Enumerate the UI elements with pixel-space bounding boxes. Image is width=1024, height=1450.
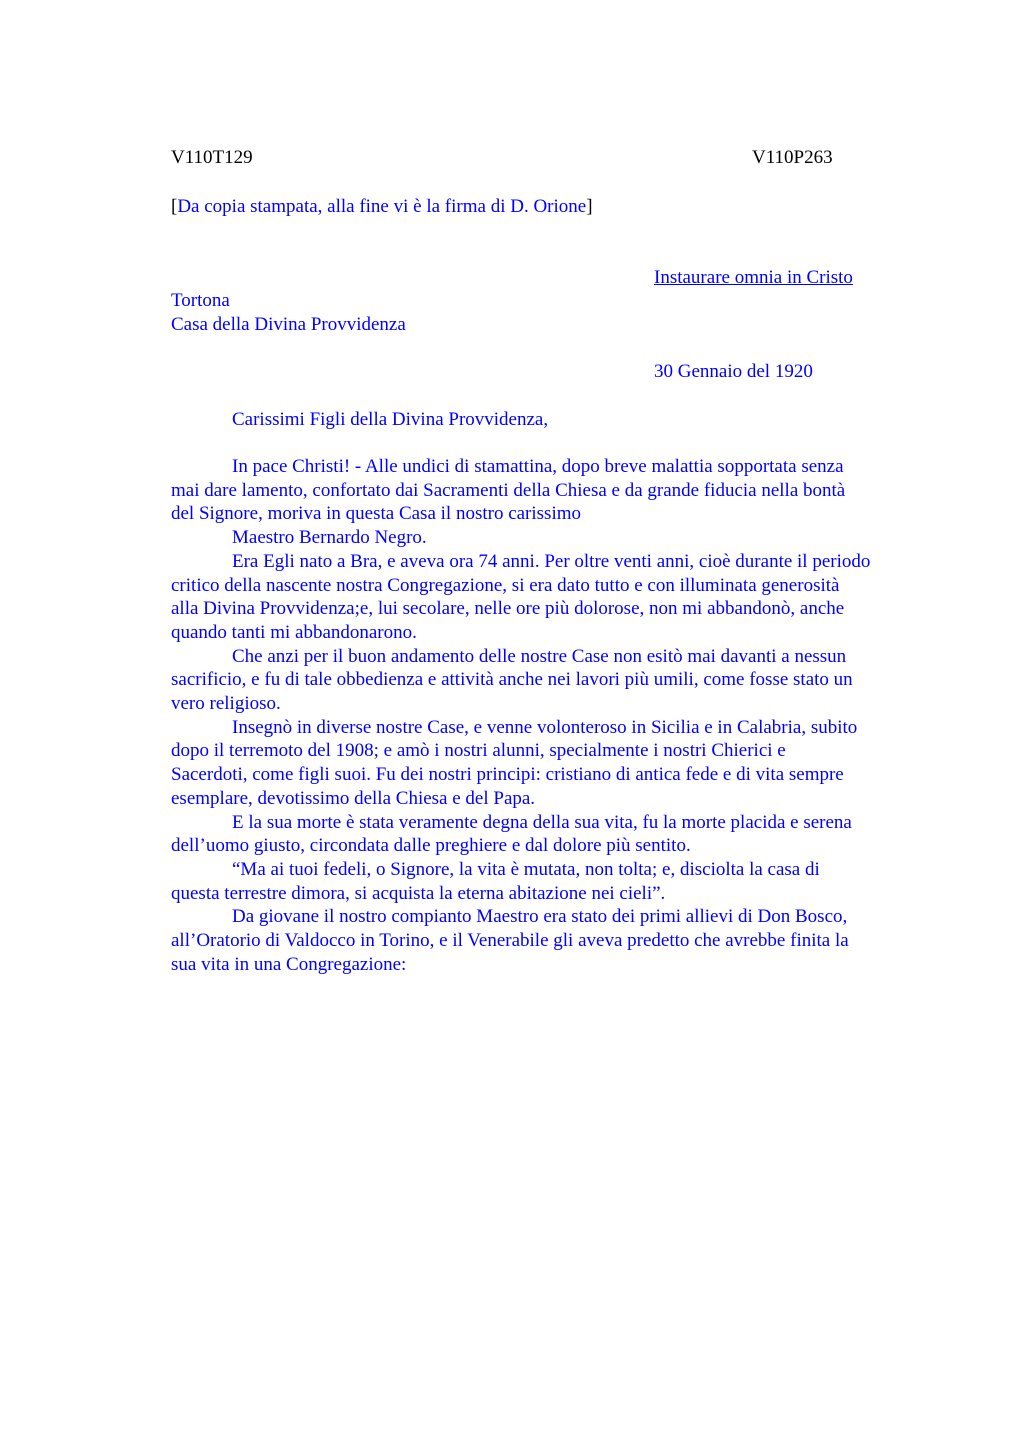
- salutation: Carissimi Figli della Divina Provvidenza,: [232, 409, 549, 430]
- paragraph-line: Sacerdoti, come figli suoi. Fu dei nostri principi: cristiano di antica fede e di vita sempre: [171, 764, 844, 786]
- paragraph-line: alla Divina Provvidenza;e, lui secolare, nelle ore più dolorose, non mi abbandonò, anche: [171, 598, 845, 620]
- paragraph-line: Insegnò in diverse nostre Case, e venne volonteroso in Sicilia e in Calabria, subito: [232, 716, 858, 738]
- paragraph-line: sua vita in una Congregazione:: [171, 953, 407, 975]
- paragraph-line: vero religioso.: [171, 693, 281, 715]
- source-note-text: Da copia stampata, alla fine vi è la firma di D. Orione: [177, 196, 587, 217]
- paragraph: [171, 645, 951, 716]
- paragraph: [171, 550, 951, 645]
- source-note: [171, 195, 593, 219]
- paragraph: [171, 526, 951, 550]
- paragraph-line: Che anzi per il buon andamento delle nostre Case non esitò mai davanti a nessun: [232, 645, 847, 667]
- paragraph-line: mai dare lamento, confortato dai Sacramenti della Chiesa e da grande fiducia nella bontà: [171, 479, 846, 501]
- paragraph-line: quando tanti mi abbandonarono.: [171, 621, 417, 643]
- paragraph-line: dell’uomo giusto, circondata dalle preghiere e dal dolore più sentito.: [171, 835, 691, 857]
- paragraph: [171, 905, 951, 976]
- letter-body: [171, 455, 951, 976]
- paragraph-line: Era Egli nato a Bra, e aveva ora 74 anni. Per oltre venti anni, cioè durante il periodo: [232, 550, 871, 572]
- paragraph: [171, 858, 951, 905]
- paragraph-line: critico della nascente nostra Congregazione, si era dato tutto e con illuminata generosità: [171, 574, 840, 596]
- paragraph-line: sacrificio, e fu di tale obbedienza e attività anche nei lavori più umili, come fosse stato un: [171, 669, 853, 691]
- paragraph-line: dopo il terremoto del 1908; e amò i nostri alunni, specialmente i nostri Chierici e: [171, 740, 786, 762]
- paragraph-line: all’Oratorio di Valdocco in Torino, e il Venerabile gli aveva predetto che avrebbe finita la: [171, 930, 849, 952]
- paragraph-line: Da giovane il nostro compianto Maestro era stato dei primi allievi di Don Bosco,: [232, 906, 848, 928]
- paragraph-line: E la sua morte è stata veramente degna della sua vita, fu la morte placida e serena: [232, 811, 852, 833]
- paragraph: [171, 455, 951, 526]
- paragraph-line: Maestro Bernardo Negro.: [232, 527, 427, 549]
- bracket-open: [: [171, 196, 178, 217]
- paragraph-line: “Ma ai tuoi fedeli, o Signore, la vita è mutata, non tolta; e, disciolta la casa di: [232, 858, 820, 880]
- place: Tortona: [171, 290, 230, 311]
- date: 30 Gennaio del 1920: [654, 361, 813, 382]
- bracket-close: ]: [586, 196, 593, 217]
- paragraph: [171, 811, 951, 858]
- paragraph-line: questa terrestre dimora, si acquista la eterna abitazione nei cieli”.: [171, 882, 666, 904]
- paragraph-line: In pace Christi! - Alle undici di stamattina, dopo breve malattia sopportata senza: [232, 456, 844, 477]
- paragraph-line: del Signore, moriva in questa Casa il nostro carissimo: [171, 503, 582, 525]
- document-code-left: V110T129: [171, 147, 253, 168]
- document-code-right: V110P263: [752, 147, 833, 168]
- institution: Casa della Divina Provvidenza: [171, 314, 406, 335]
- motto: Instaurare omnia in Cristo: [654, 267, 853, 288]
- paragraph: [171, 716, 951, 811]
- paragraph-line: esemplare, devotissimo della Chiesa e del Papa.: [171, 787, 536, 809]
